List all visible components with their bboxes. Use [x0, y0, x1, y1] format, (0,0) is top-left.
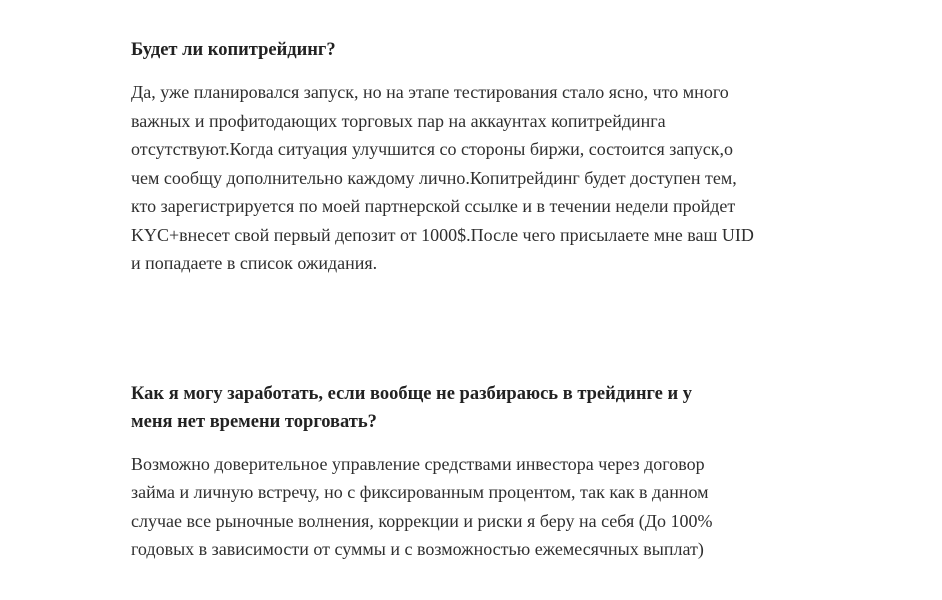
faq-answer-line: отсутствуют.Когда ситуация улучшится со стороны биржи, состоится запуск,о [131, 139, 733, 159]
faq-answer-line: и попадаете в список ожидания. [131, 253, 378, 273]
faq-answer-line: Да, уже планировался запуск, но на этапе тестирования стало ясно, что много [131, 82, 729, 102]
faq-answer-line: KYC+внесет свой первый депозит от 1000$.После чего присылаете мне ваш UID [131, 224, 754, 245]
faq-answer [131, 78, 811, 278]
faq-answer-line: годовых в зависимости от суммы и с возможностью ежемесячных выплат) [131, 539, 704, 559]
faq-answer-line: чем сообщу дополнительно каждому лично.Копитрейдинг будет доступен тем, [131, 167, 737, 188]
faq-answer-line: Возможно доверительное управление средствами инвестора через договор [131, 453, 705, 474]
faq-content [131, 36, 811, 564]
faq-question [131, 36, 811, 64]
faq-item-managed-investment [131, 380, 811, 564]
faq-answer-line: займа и личную встречу, но с фиксированным процентом, так как в данном [131, 482, 709, 502]
faq-question-text: Будет ли копитрейдинг? [131, 40, 336, 60]
faq-answer [131, 450, 811, 564]
faq-question [131, 380, 811, 436]
faq-answer-line: кто зарегистрируется по моей партнерской ссылке и в течении недели пройдет [131, 196, 736, 216]
faq-answer-line: случае все рыночные волнения, коррекции и риски я беру на себя (До 100% [131, 510, 713, 531]
faq-question-line: меня нет времени торговать? [131, 411, 377, 432]
faq-item-copytrading [131, 36, 811, 278]
faq-question-line: Как я могу заработать, если вообще не разбираюсь в трейдинге и у [131, 383, 693, 404]
faq-answer-line: важных и профитодающих торговых пар на аккаунтах копитрейдинга [131, 110, 666, 131]
